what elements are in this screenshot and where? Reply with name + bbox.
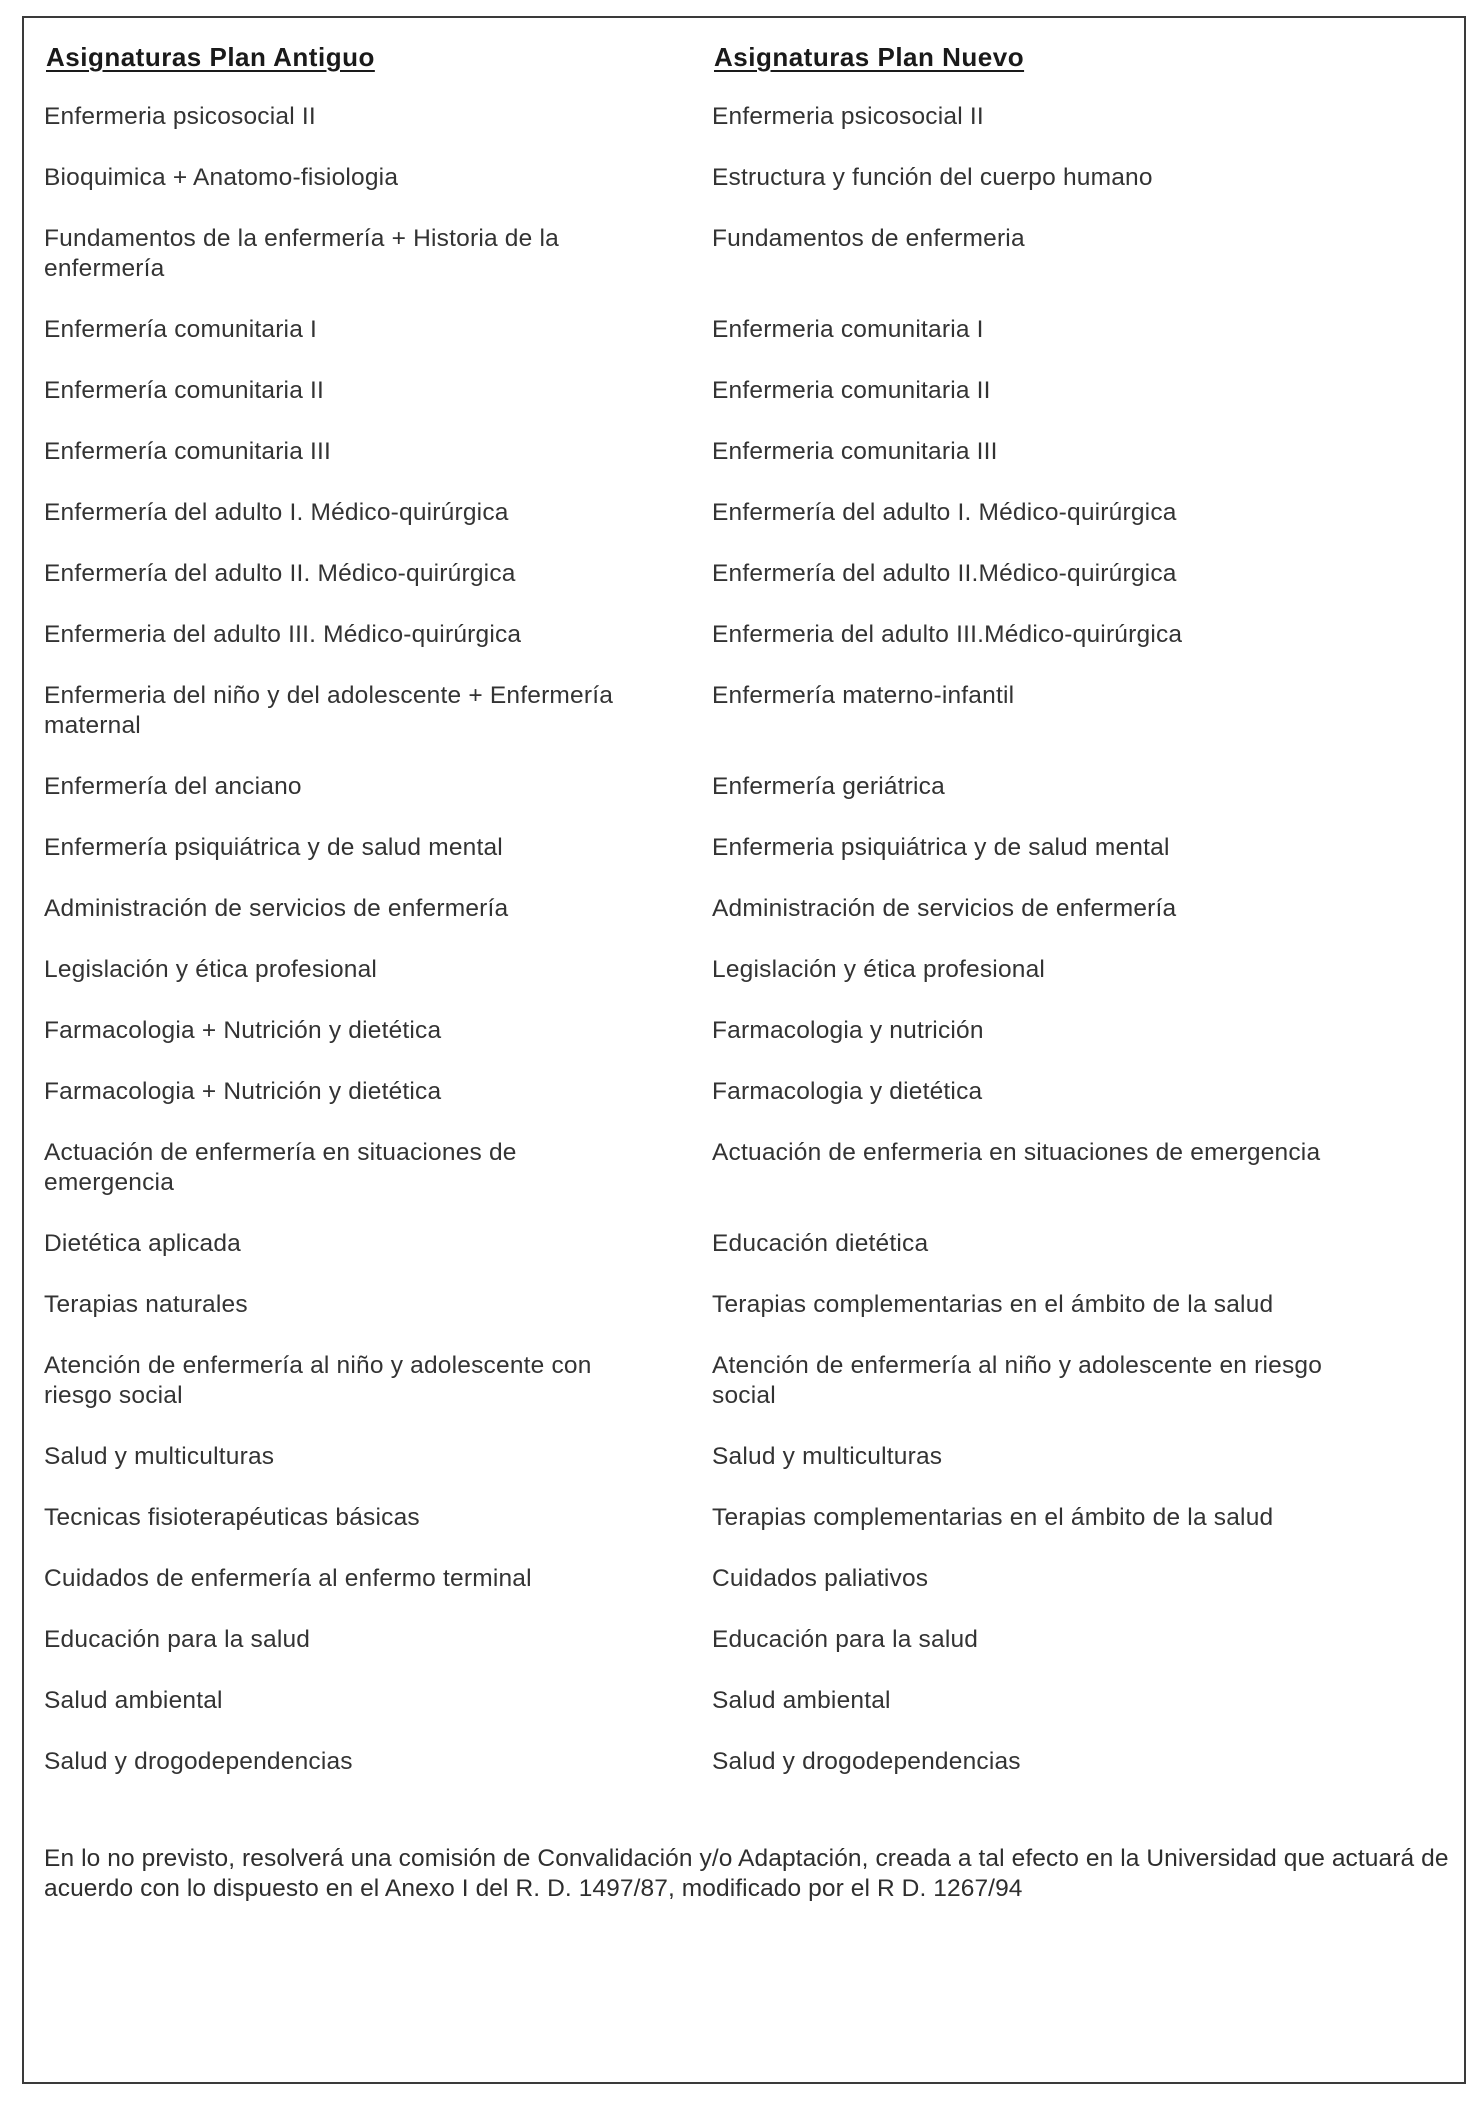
old-plan-subject: Farmacologia + Nutrición y dietética — [44, 1078, 442, 1105]
table-row — [24, 1564, 1464, 1625]
new-plan-subject: Cuidados paliativos — [712, 1565, 929, 1592]
new-plan-subject: Farmacologia y dietética — [712, 1078, 983, 1105]
old-plan-subject: Salud y multiculturas — [44, 1443, 275, 1470]
table-row — [24, 1016, 1464, 1077]
table-row — [24, 1503, 1464, 1564]
new-plan-subject: Salud y multiculturas — [712, 1443, 943, 1470]
table-row — [24, 498, 1464, 559]
old-plan-subject: Salud y drogodependencias — [44, 1748, 353, 1775]
new-plan-subject: Enfermeria psicosocial II — [712, 103, 984, 130]
table-row — [24, 1290, 1464, 1351]
table-row — [24, 1442, 1464, 1503]
table-row — [24, 1686, 1464, 1747]
old-plan-subject: Administración de servicios de enfermería — [44, 895, 509, 922]
document-frame — [22, 16, 1466, 2084]
new-plan-subject: Legislación y ética profesional — [712, 956, 1046, 983]
table-row — [24, 437, 1464, 498]
old-plan-subject: Enfermería del adulto II. Médico-quirúrgica — [44, 560, 516, 587]
new-plan-subject: Enfermería geriátrica — [712, 773, 945, 800]
new-plan-subject: Estructura y función del cuerpo humano — [712, 164, 1153, 191]
table-row — [24, 559, 1464, 620]
old-plan-subject: Enfermería psiquiátrica y de salud mental — [44, 834, 503, 861]
old-plan-subject: Terapias naturales — [44, 1291, 248, 1318]
table-row — [24, 620, 1464, 681]
old-plan-subject: Enfermería comunitaria I — [44, 316, 318, 343]
new-plan-subject: Farmacologia y nutrición — [712, 1017, 984, 1044]
old-plan-subject: Fundamentos de la enfermería + Historia de la enfermería — [44, 225, 559, 282]
new-plan-subject: Enfermeria comunitaria I — [712, 316, 984, 343]
header-new-plan: Asignaturas Plan Nuevo — [714, 42, 1025, 72]
old-plan-subject: Tecnicas fisioterapéuticas básicas — [44, 1504, 420, 1531]
old-plan-subject: Salud ambiental — [44, 1687, 223, 1714]
old-plan-subject: Educación para la salud — [44, 1626, 311, 1653]
table-row — [24, 102, 1464, 163]
old-plan-subject: Enfermeria del adulto III. Médico-quirúrgica — [44, 621, 522, 648]
new-plan-subject: Terapias complementarias en el ámbito de la salud — [712, 1291, 1274, 1318]
old-plan-subject: Farmacologia + Nutrición y dietética — [44, 1017, 442, 1044]
table-row — [24, 772, 1464, 833]
new-plan-subject: Enfermería materno-infantil — [712, 682, 1015, 709]
column-headers — [24, 18, 1464, 78]
old-plan-subject: Enfermería del adulto I. Médico-quirúrgica — [44, 499, 509, 526]
old-plan-subject: Enfermería comunitaria II — [44, 377, 325, 404]
table-row — [24, 1747, 1464, 1808]
new-plan-subject: Atención de enfermería al niño y adolescente en riesgo social — [712, 1352, 1323, 1409]
old-plan-subject: Dietética aplicada — [44, 1230, 241, 1257]
table-row — [24, 163, 1464, 224]
new-plan-subject: Actuación de enfermeria en situaciones de emergencia — [712, 1139, 1321, 1166]
old-plan-subject: Cuidados de enfermería al enfermo terminal — [44, 1565, 532, 1592]
old-plan-subject: Enfermeria psicosocial II — [44, 103, 316, 130]
new-plan-subject: Enfermeria comunitaria II — [712, 377, 991, 404]
old-plan-subject: Enfermería comunitaria III — [44, 438, 332, 465]
table-row — [24, 681, 1464, 772]
old-plan-subject: Atención de enfermería al niño y adolescente con riesgo social — [44, 1352, 592, 1409]
new-plan-subject: Salud y drogodependencias — [712, 1748, 1021, 1775]
old-plan-subject: Enfermeria del niño y del adolescente + Enfermería maternal — [44, 682, 614, 739]
old-plan-subject: Actuación de enfermería en situaciones de emergencia — [44, 1139, 517, 1196]
old-plan-subject: Bioquimica + Anatomo-fisiologia — [44, 164, 399, 191]
table-row — [24, 955, 1464, 1016]
footnote: En lo no previsto, resolverá una comisión de Convalidación y/o Adaptación, creada a tal efecto en la Universidad que actuará de acuerdo con lo dispuesto en el Anexo I del R. D. 1497/87, modificado por el R D. 1267/94 — [44, 1845, 1449, 1902]
new-plan-subject: Educación para la salud — [712, 1626, 979, 1653]
new-plan-subject: Salud ambiental — [712, 1687, 891, 1714]
new-plan-subject: Enfermeria del adulto III.Médico-quirúrgica — [712, 621, 1183, 648]
new-plan-subject: Enfermería del adulto II.Médico-quirúrgica — [712, 560, 1177, 587]
new-plan-subject: Administración de servicios de enfermería — [712, 895, 1177, 922]
table-row — [24, 315, 1464, 376]
old-plan-subject: Enfermería del anciano — [44, 773, 302, 800]
table-row — [24, 1625, 1464, 1686]
table-row — [24, 224, 1464, 315]
table-row — [24, 1229, 1464, 1290]
equivalence-table — [24, 102, 1464, 1808]
table-row — [24, 1077, 1464, 1138]
old-plan-subject: Legislación y ética profesional — [44, 956, 378, 983]
new-plan-subject: Enfermeria comunitaria III — [712, 438, 998, 465]
new-plan-subject: Fundamentos de enfermeria — [712, 225, 1025, 252]
new-plan-subject: Educación dietética — [712, 1230, 929, 1257]
new-plan-subject: Enfermería del adulto I. Médico-quirúrgica — [712, 499, 1177, 526]
new-plan-subject: Terapias complementarias en el ámbito de la salud — [712, 1504, 1274, 1531]
header-old-plan: Asignaturas Plan Antiguo — [46, 42, 375, 72]
table-row — [24, 894, 1464, 955]
table-row — [24, 376, 1464, 437]
table-row — [24, 1138, 1464, 1229]
new-plan-subject: Enfermeria psiquiátrica y de salud mental — [712, 834, 1170, 861]
table-row — [24, 833, 1464, 894]
table-row — [24, 1351, 1464, 1442]
